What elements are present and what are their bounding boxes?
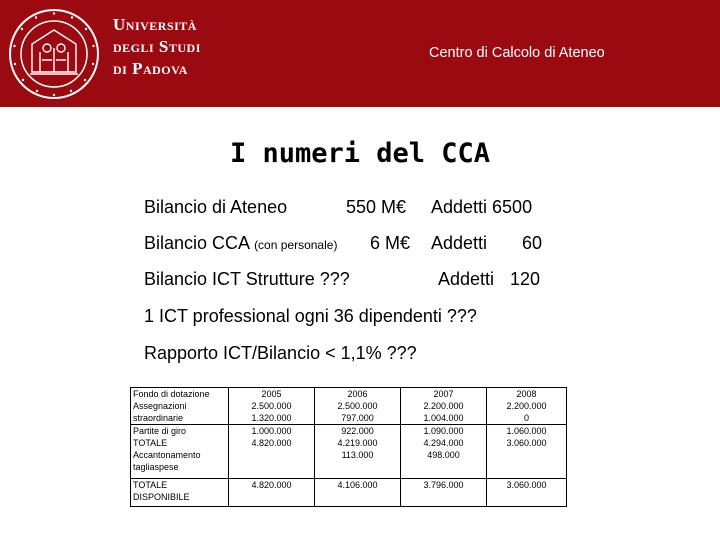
table-row (131, 425, 567, 479)
table-cell (131, 388, 229, 425)
table-row (131, 388, 567, 425)
stat-ateneo-staff: Addetti 6500 (431, 197, 533, 217)
table-value: 797.000 (341, 413, 374, 423)
year-header: 2006 (347, 389, 368, 399)
table-cell (131, 425, 229, 479)
stat-ict-ratio-line: 1 ICT professional ogni 36 dipendenti ??? (144, 306, 477, 326)
stat-ateneo-amount: 550 M€ (346, 197, 407, 217)
table-cell (229, 479, 315, 507)
table-value: 3.060.000 (506, 438, 547, 448)
stat-cca-note: (con personale) (254, 238, 338, 252)
table-cell (315, 479, 401, 507)
row-label: Fondo di dotazione (133, 389, 210, 399)
table-value: 4.820.000 (251, 438, 292, 448)
stat-budget-ratio-line: Rapporto ICT/Bilancio < 1,1% ??? (144, 343, 417, 363)
stat-cca-label: Bilancio CCA (144, 233, 250, 253)
table-value: 4.219.000 (337, 438, 378, 448)
table-value: 1.320.000 (251, 413, 292, 423)
table-cell (315, 388, 401, 425)
table-value: 2.500.000 (251, 401, 292, 411)
table-value: 3.796.000 (423, 480, 464, 491)
table-cell (229, 388, 315, 425)
table-row (131, 479, 567, 507)
table-value: 1.000.000 (251, 426, 292, 436)
row-label: Partite di giro (133, 426, 187, 436)
stat-ict-label: Bilancio ICT Strutture ??? (144, 269, 350, 289)
table-value: 2.200.000 (423, 401, 464, 411)
table-cell (487, 425, 567, 479)
header-band (0, 0, 720, 107)
table-cell (487, 479, 567, 507)
table-cell (229, 425, 315, 479)
table-value: 4.294.000 (423, 438, 464, 448)
centre-name: Centro di Calcolo di Ateneo (429, 45, 605, 61)
slide-title: I numeri del CCA (229, 138, 491, 169)
table-value: 0 (523, 413, 529, 423)
table-cell (131, 479, 229, 507)
university-name-line: di Padova (113, 59, 188, 78)
stat-cca-amount: 6 M€ (370, 233, 411, 253)
stat-cca-line (144, 233, 337, 254)
stat-cca-staff-label: Addetti (431, 233, 488, 253)
table-cell (401, 425, 487, 479)
table-value: 113.000 (341, 450, 374, 460)
table-cell (487, 388, 567, 425)
university-name-line: Università (113, 15, 197, 34)
table-value: 2.200.000 (506, 401, 547, 411)
row-label: TOTALE DISPONIBILE (133, 480, 190, 503)
table-value: 1.060.000 (506, 426, 547, 436)
table-value: 922.000 (341, 426, 374, 436)
year-header: 2005 (261, 389, 282, 399)
university-name (113, 14, 201, 80)
stat-cca-staff-value: 60 (522, 233, 543, 253)
stat-ict-staff-label: Addetti (438, 269, 495, 289)
budget-table (130, 387, 567, 507)
year-header: 2008 (516, 389, 537, 399)
university-name-line: degli Studi (113, 37, 201, 56)
table-value: 1.090.000 (423, 426, 464, 436)
university-seal-icon (8, 8, 100, 100)
stat-ateneo-label: Bilancio di Ateneo (144, 197, 288, 217)
stat-ict-staff-value: 120 (510, 269, 541, 289)
table-value: 3.060.000 (506, 480, 547, 491)
table-cell (401, 479, 487, 507)
table-value: 1.004.000 (423, 413, 464, 423)
row-label: Accantonamento tagliaspese (133, 450, 201, 472)
row-label: Assegnazioni straordinarie (133, 401, 187, 423)
table-value: 4.820.000 (251, 480, 292, 491)
table-value: 4.106.000 (337, 480, 378, 491)
table-value: 2.500.000 (337, 401, 378, 411)
table-cell (315, 425, 401, 479)
year-header: 2007 (433, 389, 454, 399)
row-label: TOTALE (133, 438, 168, 448)
table-cell (401, 388, 487, 425)
table-value: 498.000 (427, 450, 460, 460)
